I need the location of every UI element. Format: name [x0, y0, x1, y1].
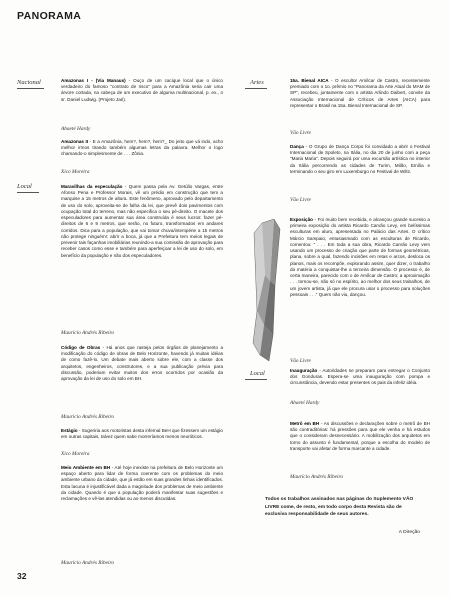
article-author: Xico Moreira	[61, 451, 90, 457]
article-codigo-de-obras	[61, 345, 223, 382]
article-author: Maurício Andrés Ribeiro	[61, 330, 114, 336]
article-author: Maurício Andrés Ribeiro	[290, 474, 343, 480]
article-body: - Há anos que rasteja pelos órgãos de planejamento a modificação do código de obras de Belo Horizonte, havendo já muitas idéias de como fazê-lo. Um debate mais aberto sobre ele, com a classe dos arquitetos, engenheiros, construtores, e a sua publicação prévia para discussão, poderiam evitar muitos dos erros ocorridos por ocasião da aprovação da lei de uso do solo em BH.	[61, 345, 223, 382]
article-bienal	[290, 78, 430, 109]
article-title: Inauguração	[290, 368, 318, 373]
footer-note	[265, 496, 420, 536]
section-label-artes: Artes	[250, 79, 264, 86]
page-title: PANORAMA	[17, 10, 82, 22]
section-rule-nacional	[17, 88, 44, 89]
article-title: Meio Ambiente em BH	[61, 465, 111, 470]
section-rule-local	[17, 192, 39, 193]
article-estagio	[61, 428, 223, 440]
article-author: Vão Livre	[290, 130, 311, 136]
article-body: - Quem passa pela Av. Getúlio Vargas, entre Afonso Pena e Professor Morais, vê um prédio em construção que tem a marquise a 15 metros de altura. Este fenômeno, aprovado pelo departamento de uso do solo, aproveita-se de falha da lei, que prevê dois pavimentos com ocupação total do terreno, mas não especifica o seu pé-direito. O macete dos especuladores para aumentar sua área construída é seus lucros: fazer pé-direitos de 6 e 9 metros, que serão, no futuro, transformados em andares corridos. Dica para a população, que vai tomar chuva/intempérie a 15 metros não protege ninguém!: abrir a boca, já que a Prefeitura tem meios legais de prevenir tais façanhas imobiliárias reunindo-a sua comissão de aprovação para receber casos como esse e também para aperfeiçoar a lei de uso do solo, em benefício da população e não dos especuladores.	[61, 184, 223, 258]
article-author: Xico Moreira	[61, 169, 90, 175]
article-title: Amazonas II	[61, 139, 89, 144]
article-body: - O Grupo de Dança Corpo foi convidado a abrir o Festival Internacional de Spoleto, na Itália, no dia 20 de junho com a peça "Maria Maria". Depois seguirá por uma excursão artística no interior da Itália percorrendo as cidades de Turim, Milão, Emília e terminando o seu giro em Luxemburgo no Festival de Wiltz.	[290, 144, 430, 174]
article-body: - O escultor Amílcar de Castro, recentemente premiado com o 1o. prêmio no "Panorama da Arte Atual do MAM de SP", recebeu, juntamente com o artista Arlindo Daibert, convite da Associação Internacional de Críticos de Artes (AICA) para representar o Brasil na 15a. Bienal Internacional de SP.	[290, 78, 430, 108]
article-title: Código de Obras	[61, 345, 101, 350]
article-body: - Até hoje inexiste na prefeitura de Belo Horizonte um espaço aberto para lidar de forma coerente com os problemas do meio ambiente urbano da cidade, que já estão em suas grandes linhas identificados. Esta lacuna é injustificável dada a magnitude dos problemas de meio ambiente da cidade. Quando é que a população poderá manifestar suas sugestões e reclamações e vê-las atendidas ou ao menos discutidas.	[61, 465, 224, 502]
geometric-sculpture-photo	[248, 215, 286, 365]
section-rule-local-right	[245, 379, 267, 380]
article-metro	[290, 421, 430, 452]
article-title: Maravilhas da especulação	[61, 184, 123, 189]
article-meio-ambiente	[61, 465, 223, 502]
article-exposicao	[290, 217, 430, 298]
article-title: 15a. Bienal AICA	[290, 78, 329, 83]
section-label-local-right: Local	[250, 370, 265, 377]
article-danca	[290, 144, 430, 175]
article-body: - As discussões e declarações sobre o metrô de BH são contraditórias: há pressões para que ele venha e há estudos que o consideram desnecessário. A mobilização dos arquitetos em torno do assunto é fundamental, porque a escolha do modelo de transporte vai afetar de forma marcante a cidade.	[290, 421, 430, 451]
article-author: Vão Livre	[290, 197, 311, 203]
article-author: Abaeté Hardy	[61, 126, 91, 132]
article-title: Dança	[290, 144, 304, 149]
article-body: - E a Amazônia, hem?, hem?, hem?_ Do jeito que vá indo, acho melhor irmos tirando também algumas letras da palavra. Melhor o logo chamando-o simplesmente de . . . Zônia.	[61, 139, 223, 157]
article-body: - Ouço de um cacique local que o único verdadeiro do famoso "contrato de risco" para a Amazônia seria cair uma árvore cortada, na cabeça de um executivo de alguma multinacional, p. ex., o sr. Daniel Ludwig. (Projeto Jari).	[61, 78, 223, 102]
section-label-nacional: Nacional	[17, 79, 41, 86]
article-body: - Sugeriria aos motoristas desta infernal BeH que fizessem um estágio em outras capitais, talvez quem sabe morreríamos menos neuróticos.	[61, 428, 223, 440]
article-title: Amazonas I - (Via Manaus)	[61, 78, 126, 83]
article-amazonas-2	[61, 139, 223, 158]
article-title: Exposição	[290, 217, 313, 222]
article-title: Estágio	[61, 428, 78, 433]
article-inauguracao	[290, 368, 430, 387]
article-author: Abaeté Hardy	[290, 400, 320, 406]
section-rule-artes	[245, 88, 267, 89]
footer-text: Todos os trabalhos assinados nas páginas do Suplemento VÃO LIVRE come, de resto, em todo corpo desta Revista são de exclusiva responsabilidade de seus autores.	[265, 497, 414, 518]
article-author: Maurício Andrés Ribeiro	[61, 414, 114, 420]
article-amazonas-1	[61, 78, 223, 103]
section-label-local: Local	[17, 183, 32, 190]
article-title: Metrô em BH	[290, 421, 320, 426]
article-author: Vão Livre	[290, 358, 311, 364]
article-maravilhas	[61, 184, 223, 259]
page-number: 32	[17, 571, 27, 581]
article-body: - Autoridades se preparam para entregar o Conjunto dos Gonduras. Espera-se uma inauguração com pompa e circunstância, devendo estar presentes os pais da infeliz idéia.	[290, 368, 430, 386]
footer-signature: A Direção	[398, 529, 420, 535]
article-author: Maurício Andrés Ribeiro	[61, 560, 114, 566]
article-body: - Foi muito bem recebida, e alcançou grande sucesso a primeira exposição do artista Ricardo Carvão Levy, em belíssimas esculturas em aluro, apresentada no Palácio das Artes. O crítico Márcio Sampaio, entusiasmado com as esculturas de Ricardo, comentou: " . . . Em toda a sua obra, Ricardo Carvão Levy vem usando um processo de criação que parte de formas geométricas, plana, sobre a qual, fazendo incisões em retas e arcos, desloca os planos, mais os recompõe, explorando assim, quer dizer, o trabalho da matéria a conquistar-lhe a terceira dimensão. O processo é, de certa maneira, parecido com o de Amílcar de Castro; a aproximação . . . tornou-se, não só no espírito, ao melhor dos seus trabalhos, de um jovem artista, já que ele procura usar o processo para soluções pessoais . . ." Quem não viu, dançou.	[290, 217, 430, 297]
